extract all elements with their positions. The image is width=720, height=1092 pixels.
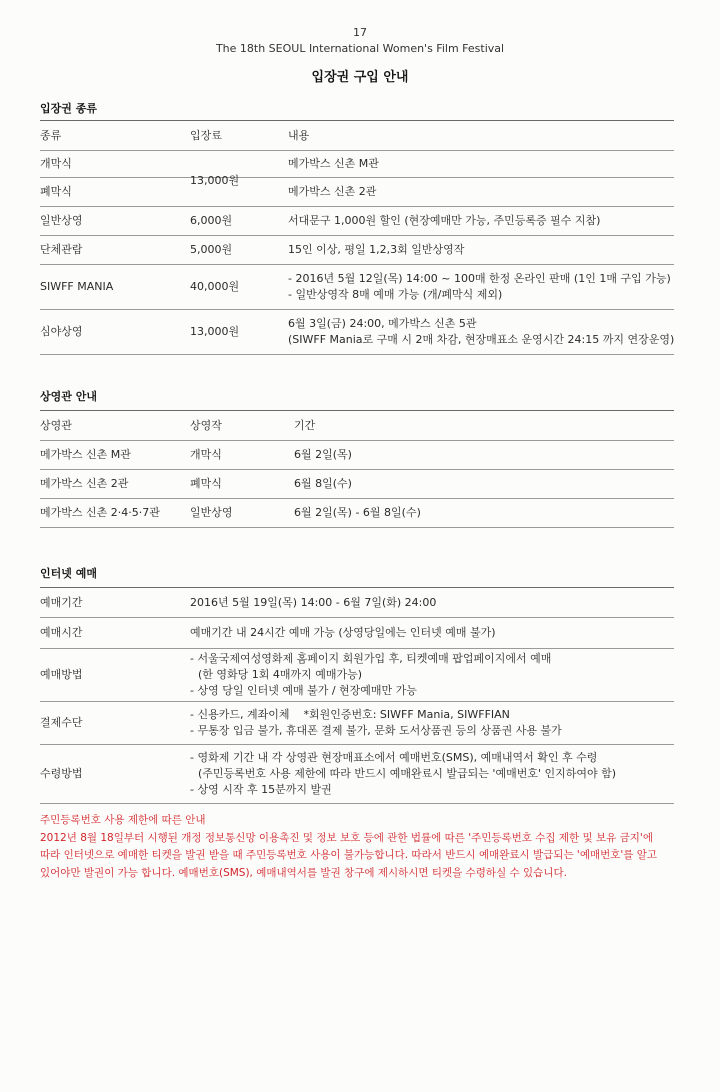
ticket-content: 메가박스 신촌 2관 <box>288 185 377 198</box>
program: 폐막식 <box>190 477 222 490</box>
notice-line: 있어야만 발권이 가능 합니다. 예매번호(SMS), 예매내역서를 발권 창구에 제시하시면 티켓을 수령하실 수 있습니다. <box>40 866 567 879</box>
ticket-price: 13,000원 <box>190 325 240 338</box>
ticket-type: SIWFF MANIA <box>40 280 114 293</box>
internet-row <box>40 589 674 618</box>
notice-line: 따라 인터넷으로 예매한 티켓을 발권 받을 때 주민등록번호 사용이 불가능합니다. 따라서 반드시 예매완료시 발급되는 '예매번호'를 알고 <box>40 849 658 861</box>
tickets-header-row <box>40 122 674 151</box>
internet-content <box>190 649 551 701</box>
internet-label: 예매시간 <box>40 626 83 639</box>
ticket-content: 메가박스 신촌 M관 <box>288 157 379 170</box>
content-line: 15인 이상, 평일 1,2,3회 일반상영작 <box>288 243 465 256</box>
period: 6월 2일(목) - 6월 8일(수) <box>294 506 421 519</box>
internet-row <box>40 745 674 804</box>
content-line: (주민등록번호 사용 제한에 따라 반드시 예매완료시 발급되는 '예매번호' 인지하여야 함) <box>198 767 617 780</box>
internet-label: 수령방법 <box>40 767 83 780</box>
section-divider <box>40 587 674 588</box>
ticket-row-closing <box>40 178 674 207</box>
internet-label: 결제수단 <box>40 716 83 729</box>
screens-heading: 상영관 안내 <box>40 390 97 403</box>
ticket-content <box>288 207 600 235</box>
internet-row <box>40 702 674 745</box>
content-line: - 신용카드, 계좌이체 *회원인증번호: SIWFF Mania, SIWFFIAN <box>190 708 510 721</box>
header-period: 기간 <box>294 419 316 432</box>
ticket-row <box>40 236 674 265</box>
ticket-row-opening <box>40 151 674 178</box>
internet-label: 예매기간 <box>40 596 83 609</box>
ticket-type: 심야상영 <box>40 325 83 338</box>
notice-heading: 주민등록번호 사용 제한에 따른 안내 <box>40 814 206 826</box>
program: 개막식 <box>190 448 222 461</box>
ticket-price: 40,000원 <box>190 280 240 293</box>
header-price: 입장료 <box>190 129 222 142</box>
ticket-price: 5,000원 <box>190 243 233 256</box>
internet-content <box>190 618 496 648</box>
ticket-content <box>288 310 674 354</box>
ticket-price: 6,000원 <box>190 214 233 227</box>
content-line: - 상영 시작 후 15분까지 발권 <box>190 783 332 796</box>
venue: 메가박스 신촌 M관 <box>40 448 131 461</box>
period: 6월 2일(목) <box>294 448 352 461</box>
page-number: 17 <box>353 26 367 39</box>
ticket-row <box>40 265 674 310</box>
header-content: 내용 <box>288 129 310 142</box>
festival-name: The 18th SEOUL International Women's Film Festival <box>215 42 505 55</box>
document-title: 입장권 구입 안내 <box>311 70 409 85</box>
content-line: (한 영화당 1회 4매까지 예매가능) <box>198 668 363 681</box>
ticket-type: 폐막식 <box>40 185 72 198</box>
screen-row <box>40 441 674 470</box>
content-line: 6월 3일(금) 24:00, 메가박스 신촌 5관 <box>288 317 477 330</box>
ticket-type: 일반상영 <box>40 214 83 227</box>
internet-content <box>190 589 436 617</box>
content-line: - 서울국제여성영화제 홈페이지 회원가입 후, 티켓예매 팝업페이지에서 예매 <box>190 652 552 665</box>
internet-content <box>190 702 562 744</box>
content-line: - 영화제 기간 내 각 상영관 현장매표소에서 예매번호(SMS), 예매내역서 확인 후 수령 <box>190 751 598 764</box>
resident-number-notice <box>40 812 680 882</box>
ticket-type: 개막식 <box>40 157 72 170</box>
period: 6월 8일(수) <box>294 477 352 490</box>
content-line: 서대문구 1,000원 할인 (현장예매만 가능, 주민등록증 필수 지참) <box>288 214 601 227</box>
content-line: 예매기간 내 24시간 예매 가능 (상영당일에는 인터넷 예매 불가) <box>190 626 496 639</box>
screen-row <box>40 470 674 499</box>
header-type: 종류 <box>40 129 62 142</box>
program: 일반상영 <box>190 506 233 519</box>
ticket-row <box>40 207 674 236</box>
ticket-price-opening-closing: 13,000원 <box>190 174 240 187</box>
content-line: - 무통장 입금 불가, 휴대폰 결제 불가, 문화 도서상품권 등의 상품권 사용 불가 <box>190 724 562 737</box>
content-line: - 상영 당일 인터넷 예매 불가 / 현장예매만 가능 <box>190 684 417 697</box>
venue: 메가박스 신촌 2관 <box>40 477 129 490</box>
tickets-heading: 입장권 종류 <box>40 102 97 115</box>
internet-heading: 인터넷 예매 <box>40 567 97 580</box>
internet-row <box>40 618 674 649</box>
screens-header-row <box>40 412 674 441</box>
ticket-type: 단체관람 <box>40 243 83 256</box>
internet-content <box>190 745 616 803</box>
notice-line: 2012년 8월 18일부터 시행된 개정 정보통신망 이용촉진 및 정보 보호 등에 관한 법률에 따른 '주민등록번호 수집 제한 및 보유 금지'에 <box>40 831 653 844</box>
ticket-row <box>40 310 674 355</box>
ticket-content <box>288 265 671 309</box>
section-divider <box>40 410 674 411</box>
venue: 메가박스 신촌 2·4·5·7관 <box>40 506 160 519</box>
section-divider <box>40 120 674 121</box>
screen-row <box>40 499 674 528</box>
content-line: 2016년 5월 19일(목) 14:00 - 6월 7일(화) 24:00 <box>190 596 437 609</box>
content-line: - 2016년 5월 12일(목) 14:00 ~ 100매 한정 온라인 판매 (1인 1매 구입 가능) <box>288 272 671 285</box>
internet-label: 예매방법 <box>40 668 83 681</box>
header-venue: 상영관 <box>40 419 72 432</box>
content-line: - 일반상영작 8매 예매 가능 (개/폐막식 제외) <box>288 288 503 301</box>
internet-row <box>40 649 674 702</box>
content-line: (SIWFF Mania로 구매 시 2매 차감, 현장매표소 운영시간 24:15 까지 연장운영) <box>288 333 675 346</box>
ticket-content <box>288 236 464 264</box>
header-program: 상영작 <box>190 419 222 432</box>
